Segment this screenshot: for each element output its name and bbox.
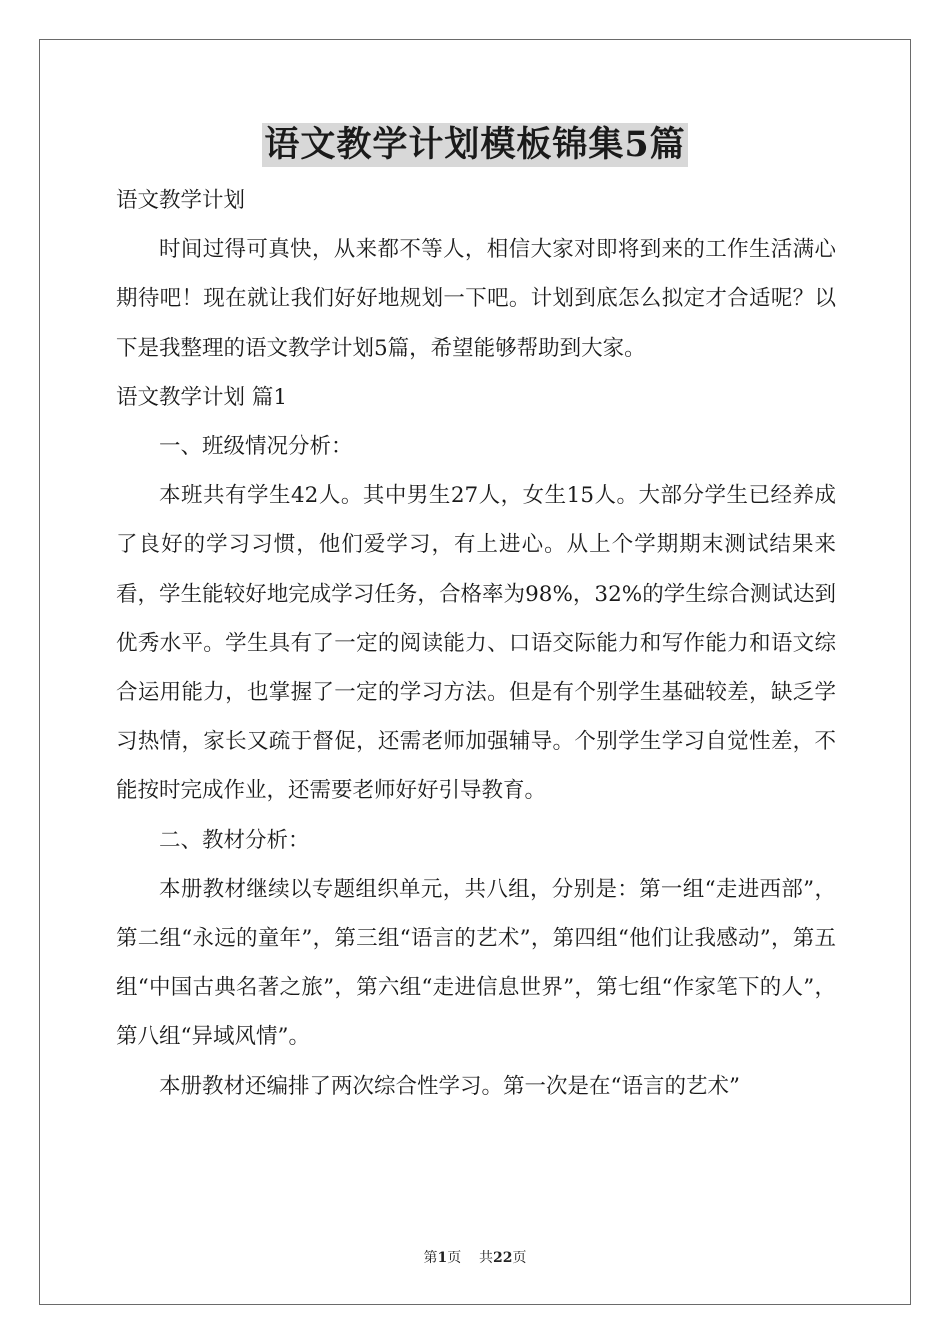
paragraph: 本册教材继续以专题组织单元，共八组，分别是：第一组“走进西部”，第二组“永远的童年”，第三组“语言的艺术”，第四组“他们让我感动”，第五组“中国古典名著之旅”，第六组“走进信息世界”，第七组“作家笔下的人”，第八组“异域风情”。 (116, 876, 836, 1050)
paragraph: 本册教材还编排了两次综合性学习。第一次是在“语言的艺术” (159, 1073, 740, 1099)
title-wrap (0, 123, 950, 167)
footer-middle: 页 共 (447, 1250, 494, 1266)
document-title: 语文教学计划模板锦集5篇 (264, 124, 686, 165)
page-footer (0, 1247, 950, 1267)
total-pages-number: 22 (493, 1250, 513, 1266)
current-page-number: 1 (437, 1250, 448, 1266)
paragraph: 本班共有学生42人。其中男生27人，女生15人。大部分学生已经养成了良好的学习习惯，他们爱学习，有上进心。从上个学期期末测试结果来看，学生能较好地完成学习任务，合格率为98%，32%的学生综合测试达到优秀水平。学生具有了一定的阅读能力、口语交际能力和写作能力和语文综合运用能力，也掌握了一定的学习方法。但是有个别学生基础较差，缺乏学习热情，家长又疏于督促，还需老师加强辅导。个别学生学习自觉性差，不能按时完成作业，还需要老师好好引导教育。 (116, 483, 836, 804)
paragraph: 语文教学计划 (116, 188, 246, 213)
subheading: 二、教材分析： (159, 827, 310, 853)
subheading: 一、班级情况分析： (159, 434, 353, 460)
document-body (116, 176, 836, 1111)
section-heading: 语文教学计划 篇1 (116, 384, 288, 410)
footer-suffix: 页 (512, 1250, 527, 1266)
footer-prefix: 第 (423, 1250, 438, 1266)
paragraph: 时间过得可真快，从来都不等人，相信大家对即将到来的工作生活满心期待吧！现在就让我们好好地规划一下吧。计划到底怎么拟定才合适呢？以下是我整理的语文教学计划5篇，希望能够帮助到大家。 (116, 237, 836, 361)
